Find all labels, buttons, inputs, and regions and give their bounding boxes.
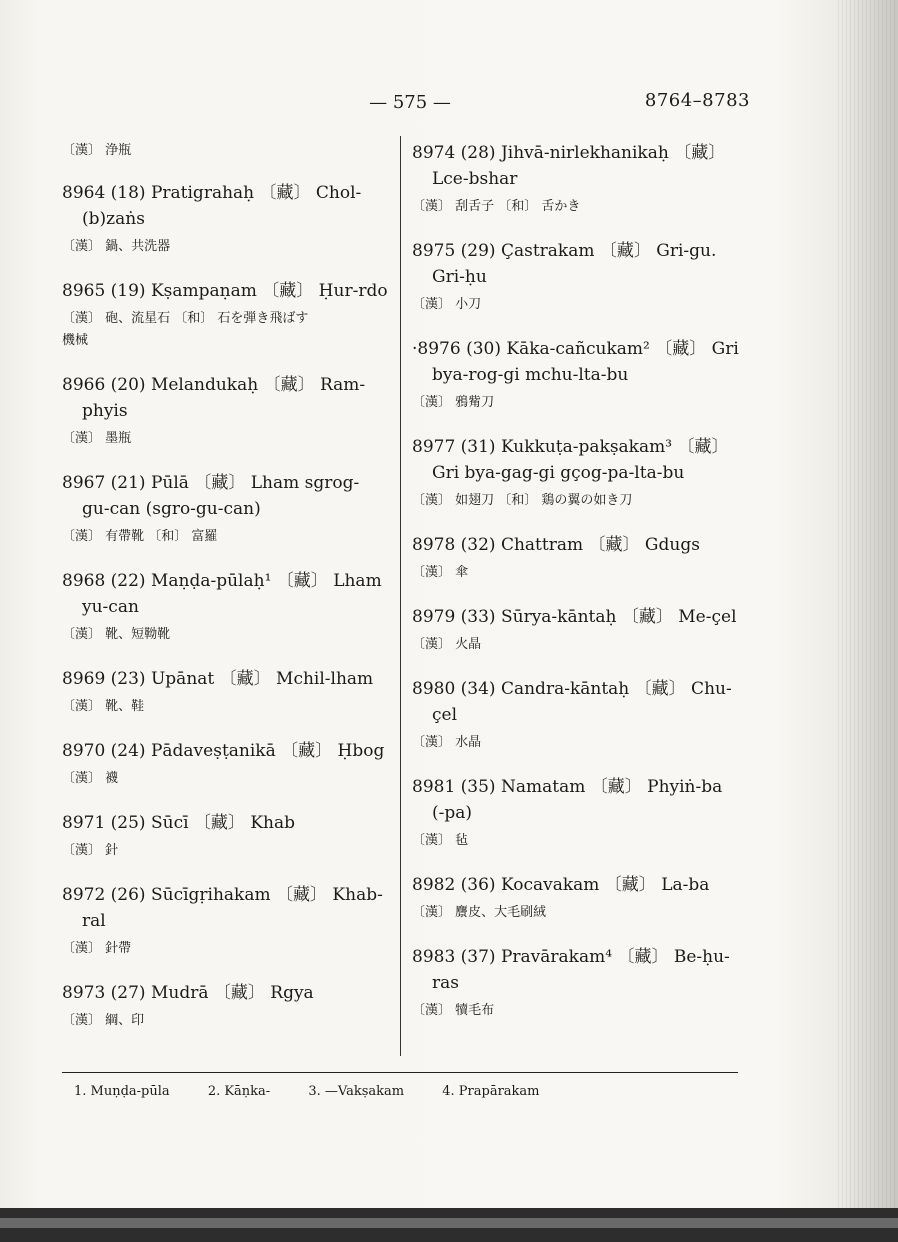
entry-headword: 8981 (35) Namatam 〔藏〕 Phyiṅ-ba <box>412 777 723 797</box>
entry-headword: 8965 (19) Kṣampaṇam 〔藏〕 Ḥur-rdo <box>62 281 388 301</box>
entry-headword: 8967 (21) Pūlā 〔藏〕 Lham sgrog- <box>62 473 360 493</box>
continued-gloss: 〔漢〕 浄瓶 <box>62 143 132 158</box>
entry-continuation: ral <box>82 911 106 931</box>
entry-continuation: Gri-ḥu <box>432 267 487 287</box>
dictionary-entry <box>412 434 752 512</box>
entry-gloss: 〔漢〕 針帶 <box>62 941 132 956</box>
dictionary-entry <box>62 568 402 646</box>
entry-continuation: (b)zaṅs <box>82 209 145 229</box>
entry-gloss: 〔漢〕 犢毛布 <box>412 1003 495 1018</box>
dictionary-entry <box>412 238 752 316</box>
dictionary-entry <box>62 666 402 718</box>
scan-bottom-edge <box>0 1208 898 1242</box>
entry-headword: 8971 (25) Sūcī 〔藏〕 Khab <box>62 813 295 833</box>
entry-headword: 8983 (37) Pravārakam⁴ 〔藏〕 Be-ḥu- <box>412 947 730 967</box>
entry-gloss: 機械 <box>62 333 89 348</box>
entry-gloss: 〔漢〕 鴉觜刀 <box>412 395 495 410</box>
entry-gloss: 〔漢〕 鍋、共洗器 <box>62 239 171 254</box>
footnotes <box>74 1084 754 1099</box>
entry-gloss: 〔漢〕 靴、短靿靴 <box>62 627 171 642</box>
dictionary-entry <box>412 872 752 924</box>
dictionary-entry <box>412 532 752 584</box>
entry-headword: ·8976 (30) Kāka-cañcukam² 〔藏〕 Gri <box>412 339 739 359</box>
dictionary-entry <box>62 810 402 862</box>
entry-range: 8764–8783 <box>644 90 750 111</box>
entry-continuation: ras <box>432 973 459 993</box>
dictionary-entry <box>412 774 752 852</box>
entry-gloss: 〔漢〕 麖皮、大毛刷絨 <box>412 905 547 920</box>
dictionary-entry <box>62 738 402 790</box>
right-column <box>412 140 752 1042</box>
page-number: — 575 — <box>369 92 451 113</box>
dictionary-entry <box>412 140 752 218</box>
entry-headword: 8974 (28) Jihvā-nirlekhanikaḥ 〔藏〕 <box>412 143 726 163</box>
entry-gloss: 〔漢〕 小刀 <box>412 297 482 312</box>
entry-continuation: (-pa) <box>432 803 473 823</box>
entry-continuation: çel <box>432 705 458 725</box>
entry-headword: 8968 (22) Maṇḍa-pūlaḥ¹ 〔藏〕 Lham <box>62 571 382 591</box>
entry-headword: 8982 (36) Kocavakam 〔藏〕 La-ba <box>412 875 710 895</box>
dictionary-entry <box>62 470 402 548</box>
entry-gloss: 〔漢〕 綱、印 <box>62 1013 145 1028</box>
footnote-4: 4. Prapārakam <box>442 1084 540 1099</box>
entry-gloss: 〔漢〕 襪 <box>62 771 119 786</box>
entry-headword: 8972 (26) Sūcīgṛihakam 〔藏〕 Khab- <box>62 885 383 905</box>
footnote-3: 3. —Vakṣakam <box>308 1084 405 1099</box>
footnote-1: 1. Muṇḍa-pūla <box>74 1084 170 1099</box>
entry-continuation: bya-rog-gi mchu-lta-bu <box>432 365 629 385</box>
entry-headword: 8975 (29) Çastrakam 〔藏〕 Gri-gu. <box>412 241 717 261</box>
dictionary-entry <box>62 180 402 258</box>
footnote-2: 2. Kāṇka- <box>207 1084 271 1099</box>
entry-gloss: 〔漢〕 如翅刀 〔和〕 鶏の翼の如き刀 <box>412 493 633 508</box>
entry-headword: 8969 (23) Upānat 〔藏〕 Mchil-lham <box>62 669 374 689</box>
entry-headword: 8977 (31) Kukkuṭa-pakṣakam³ 〔藏〕 <box>412 437 729 457</box>
entry-headword: 8979 (33) Sūrya-kāntaḥ 〔藏〕 Me-çel <box>412 607 737 627</box>
entry-gloss: 〔漢〕 刮舌子 〔和〕 舌かき <box>412 199 581 214</box>
entry-headword: 8978 (32) Chattram 〔藏〕 Gdugs <box>412 535 700 555</box>
dictionary-entry <box>62 980 402 1032</box>
entry-gloss: 〔漢〕 靴、鞋 <box>62 699 145 714</box>
entry-continuation: gu-can (sgro-gu-can) <box>82 499 261 519</box>
dictionary-entry <box>412 676 752 754</box>
entry-gloss: 〔漢〕 針 <box>62 843 119 858</box>
entry-headword: 8970 (24) Pādaveṣṭanikā 〔藏〕 Ḥbog <box>62 741 385 761</box>
entry-gloss: 〔漢〕 傘 <box>412 565 469 580</box>
entry-headword: 8964 (18) Pratigrahaḥ 〔藏〕 Chol- <box>62 183 362 203</box>
entry-gloss: 〔漢〕 砲、流星石 〔和〕 石を弾き飛ばす <box>62 311 309 326</box>
entry-continuation: yu-can <box>82 597 139 617</box>
dictionary-entry <box>62 278 402 352</box>
entry-gloss: 〔漢〕 有帶靴 〔和〕 富羅 <box>62 529 218 544</box>
entry-headword: 8980 (34) Candra-kāntaḥ 〔藏〕 Chu- <box>412 679 732 699</box>
entry-gloss: 〔漢〕 墨瓶 <box>62 431 132 446</box>
entry-continuation: Gri bya-gag-gi gçog-pa-lta-bu <box>432 463 685 483</box>
entry-gloss: 〔漢〕 水晶 <box>412 735 482 750</box>
dictionary-entry <box>412 944 752 1022</box>
dictionary-entry <box>412 336 752 414</box>
dictionary-entry <box>62 882 402 960</box>
entry-continuation: phyis <box>82 401 128 421</box>
left-column <box>62 140 402 1052</box>
dictionary-entry <box>412 604 752 656</box>
book-edge <box>838 0 898 1242</box>
footnote-rule <box>62 1072 738 1073</box>
entry-gloss: 〔漢〕 火晶 <box>412 637 482 652</box>
entry-headword: 8973 (27) Mudrā 〔藏〕 Rgya <box>62 983 314 1003</box>
entry-continuation: Lce-bshar <box>432 169 518 189</box>
entry-headword: 8966 (20) Melandukaḥ 〔藏〕 Ram- <box>62 375 366 395</box>
dictionary-entry <box>62 372 402 450</box>
entry-gloss: 〔漢〕 毡 <box>412 833 469 848</box>
